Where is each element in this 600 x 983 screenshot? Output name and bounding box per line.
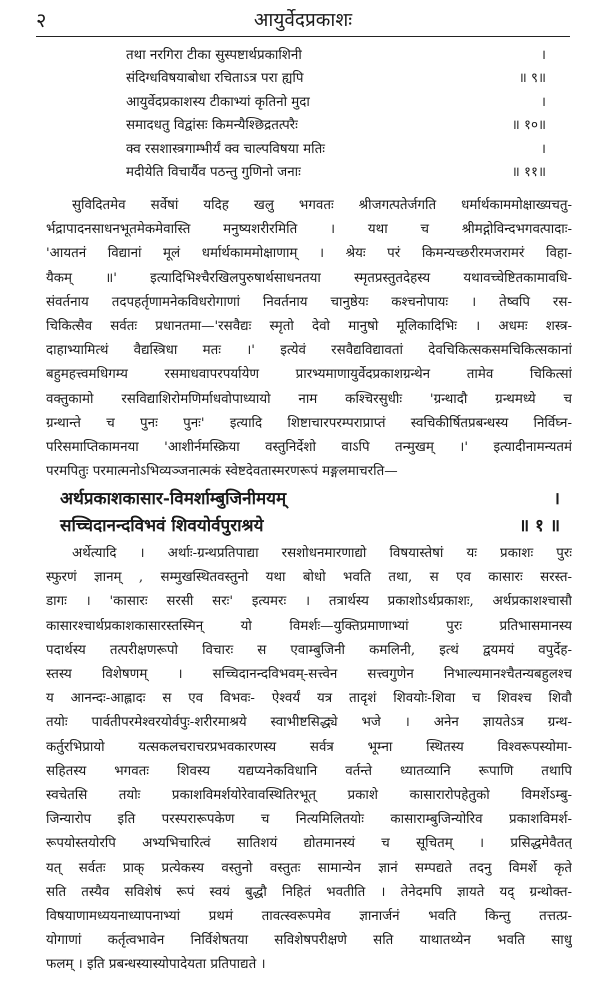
text-line: स्फुरणं ज्ञानम् , सम्मुखस्थितवस्तुनो यथा बोधो भवति तथा, स एव कासारः सरस्त- xyxy=(46,570,572,586)
verse-line xyxy=(126,138,546,161)
verse-block xyxy=(126,44,546,184)
mangala-text: सच्चिदानन्दविभवं शिवयोर्वपुराश्रये xyxy=(60,516,264,536)
verse-line xyxy=(126,114,546,137)
verse-text: क्व रसशास्त्रगाम्भीर्यं क्व चाल्पविषया मतिः xyxy=(126,141,325,157)
mangala-text: अर्थप्रकाशकासार-विमर्शाम्बुजिनीमयम् xyxy=(60,489,287,509)
text-line: योगाणां कर्तृत्वभावेन निर्विशेषतया सविशेषपरीक्षणे सति याथातथ्येन भवति साधु xyxy=(46,933,572,949)
verse-number: ॥ १०॥ xyxy=(511,118,546,134)
text-line: यत् सर्वतः प्राक् प्रत्येकस्य वस्तुनो वस्तुतः सामान्येन ज्ञानं सम्पद्यते तदनु विमर्शे कृते xyxy=(46,860,572,876)
verse-text: संदिग्धविषयाबोधा रचिताऽत्र परा ह्यपि xyxy=(126,71,304,87)
verse-line xyxy=(126,161,546,184)
text-line: चिकित्सैव सर्वतः प्रधानतमा—'रसवैद्यः स्मृतो देवो मानुषो मूलिकादिभिः । अधमः शस्त्र- xyxy=(46,319,572,335)
mangala-line xyxy=(60,486,560,513)
page-number: २ xyxy=(36,8,47,32)
text-line: कर्तुरभिप्रायो यत्सकलचराचरप्रभवकारणस्य सर्वत्र भूम्ना स्थितस्य विश्वरूपस्योमा- xyxy=(46,739,572,755)
text-line: र्भद्रापादनसाधनभूतमेकमेवास्ति मनुष्यशरीरमिति । यथा च श्रीमद्गोविन्दभगवत्पादाः- xyxy=(46,222,572,238)
verse-text: आयुर्वेदप्रकाशस्य टीकाभ्यां कृतिनो मुदा xyxy=(126,94,310,110)
mangala-verse xyxy=(60,486,560,540)
header-rule xyxy=(36,36,570,37)
verse-line xyxy=(126,44,546,67)
page-header xyxy=(36,6,570,32)
text-line: 'आयतनं विद्यानां मूलं धर्मार्थकाममोक्षाणाम् । श्रेयः परं किमन्यच्छरीरमजरामरं विहा- xyxy=(46,246,572,262)
verse-text: तथा नरगिरा टीका सुस्पष्टार्थप्रकाशिनी xyxy=(126,48,302,63)
text-line: यैकम् ॥' इत्यादिभिश्चैरखिलपुरुषार्थसाधनतया स्मृतप्रस्तुतदेहस्य यथावच्चेष्टितकामावधि- xyxy=(46,270,572,286)
text-line: कासारश्चार्थप्रकाशकासारस्तस्मिन् यो विमर्शः—युक्तिप्रमाणाभ्यां पुरः प्रतिभासमानस्य xyxy=(46,618,572,634)
text-line: स्तस्य विशेषणम् । सच्चिदानन्दविभवम्-सत्त्वेन सत्त्वगुणेन निभाल्यमानश्चैतन्यबहुलश्च xyxy=(46,667,572,683)
text-line: विषयाणामध्ययनाध्यापनाभ्यां प्रथमं तावत्स्वरूपमेव ज्ञानार्जनं भवति किन्तु तत्तत्प्र- xyxy=(46,909,572,925)
intro-paragraph xyxy=(46,194,572,484)
text-line: दाहाभ्यामित्थं वैद्यस्त्रिधा मतः ।' इत्येवं रसवैद्यविद्यावतां देवचिकित्सकसमचिकित्सकानां xyxy=(46,343,572,359)
text-line: स्वचेतसि तयोः प्रकाशविमर्शयोरेवावस्थितिरभूत् प्रकाशे कासारारोपहेतुको विमर्शेऽम्बु- xyxy=(46,788,572,804)
text-line: अर्थेत्यादि । अर्थाः-ग्रन्थप्रतिपाद्या रसशोधनमारणाद्यो विषयास्तेषां यः प्रकाशः पुरः xyxy=(72,546,572,561)
commentary-paragraph xyxy=(46,542,572,978)
text-line: संवर्तनाय तदपहर्तृणामनेकविधरोगाणां निवर्तनाय चानुष्ठेयः कश्चनोपायः । तेष्वपि रस- xyxy=(46,294,572,310)
verse-number: । xyxy=(540,48,546,63)
text-line: परमपितुः परमात्मनोऽभिव्यञ्जनात्मकं स्वेष्टदेवतास्मरणरूपं मङ्गलमाचरति— xyxy=(46,464,398,480)
verse-number: । xyxy=(540,94,546,110)
text-line: बहुमहत्त्वमधिगम्य रसमाधवापरपर्यायेण प्रारभ्यमाणायुर्वेदप्रकाशग्रन्थेन तामेव चिकित्सां xyxy=(46,367,572,383)
text-line: तयोः पार्वतीपरमेश्वरयोर्वपुः-शरीरमाश्रये स्वाभीष्टसिद्ध्ये भजे । अनेन ज्ञायतेऽत्र ग्रन्थ- xyxy=(46,715,572,731)
text-line: जिन्यारोप इति परस्परारूपकेण च नित्यमिलितयोः कासाराम्बुजिन्योरिव प्रकाशविमर्श- xyxy=(46,812,572,828)
verse-text: समादधतु विद्वांसः किमन्यैश्छिद्रतत्परैः xyxy=(126,118,298,134)
verse-line xyxy=(126,67,546,90)
mangala-line xyxy=(60,513,560,540)
text-line: फलम् । इति प्रबन्धस्यास्योपादेयता प्रतिपाद्यते । xyxy=(46,957,266,973)
text-line: वक्तुकामो रसविद्याशिरोमणिर्माधवोपाध्यायो नाम कश्चिरसुधीः 'ग्रन्थादौ ग्रन्थमध्ये च xyxy=(46,391,572,407)
text-line: पदार्थस्य तत्परीक्षणरूपो विचारः स एवाम्बुजिनी कमलिनी, इत्थं द्वयमयं वपुर्देह- xyxy=(46,642,572,658)
text-line: परिसमाप्तिकामनया 'आशीर्नमस्क्रिया वस्तुनिर्देशो वाऽपि तन्मुखम् ।' इत्यादीनामन्यतमं xyxy=(46,440,572,456)
verse-number: । xyxy=(540,141,546,157)
verse-number: । xyxy=(553,489,560,509)
verse-number: ॥ ९॥ xyxy=(518,71,546,87)
text-line: सहितस्य भगवतः शिवस्य यद्यप्यनेकविधानि वर्तन्ते ध्यातव्यानि रूपाणि तथापि xyxy=(46,763,572,779)
running-title: आयुर्वेदप्रकाशः xyxy=(253,9,353,31)
verse-number: ॥ १ ॥ xyxy=(518,516,560,536)
text-line: रूपयोस्तयोरपि अभ्यभिचारित्वं सातिशयं द्योतमानस्यं च सूचितम् । प्रसिद्धमेवैतत् xyxy=(46,836,572,852)
text-line: सति तस्यैव सविशेषं रूपं स्वयं बुद्धौ निहितं भवतीति । तेनेदमपि ज्ञायते यद् ग्रन्थोक्त- xyxy=(46,884,572,900)
text-line: ग्रन्थान्ते च पुनः पुनः' इत्यादि शिष्टाचारपरम्पराप्राप्तं स्वचिकीर्षितप्रबन्धस्य निर्विघ्न- xyxy=(46,415,572,431)
text-line: सुविदितमेव सर्वेषां यदिह खलु भगवतः श्रीजगत्पतेर्जगति धर्मार्थकाममोक्षाख्यचतु- xyxy=(72,198,572,213)
verse-line xyxy=(126,91,546,114)
text-line: य आनन्दः-आह्लादः स एव विभवः- ऐश्वर्यं यत्र तादृशं शिवयोः-शिवा च शिवश्च शिवौ xyxy=(46,691,572,707)
verse-text: मदीयेति विचार्यैव पठन्तु गुणिनो जनाः xyxy=(126,165,301,181)
text-line: डागः । 'कासारः सरसी सरः' इत्यमरः । तत्रार्थस्य प्रकाशोऽर्थप्रकाशः, अर्थप्रकाशश्चासौ xyxy=(46,594,572,610)
verse-number: ॥ ११॥ xyxy=(511,165,546,181)
